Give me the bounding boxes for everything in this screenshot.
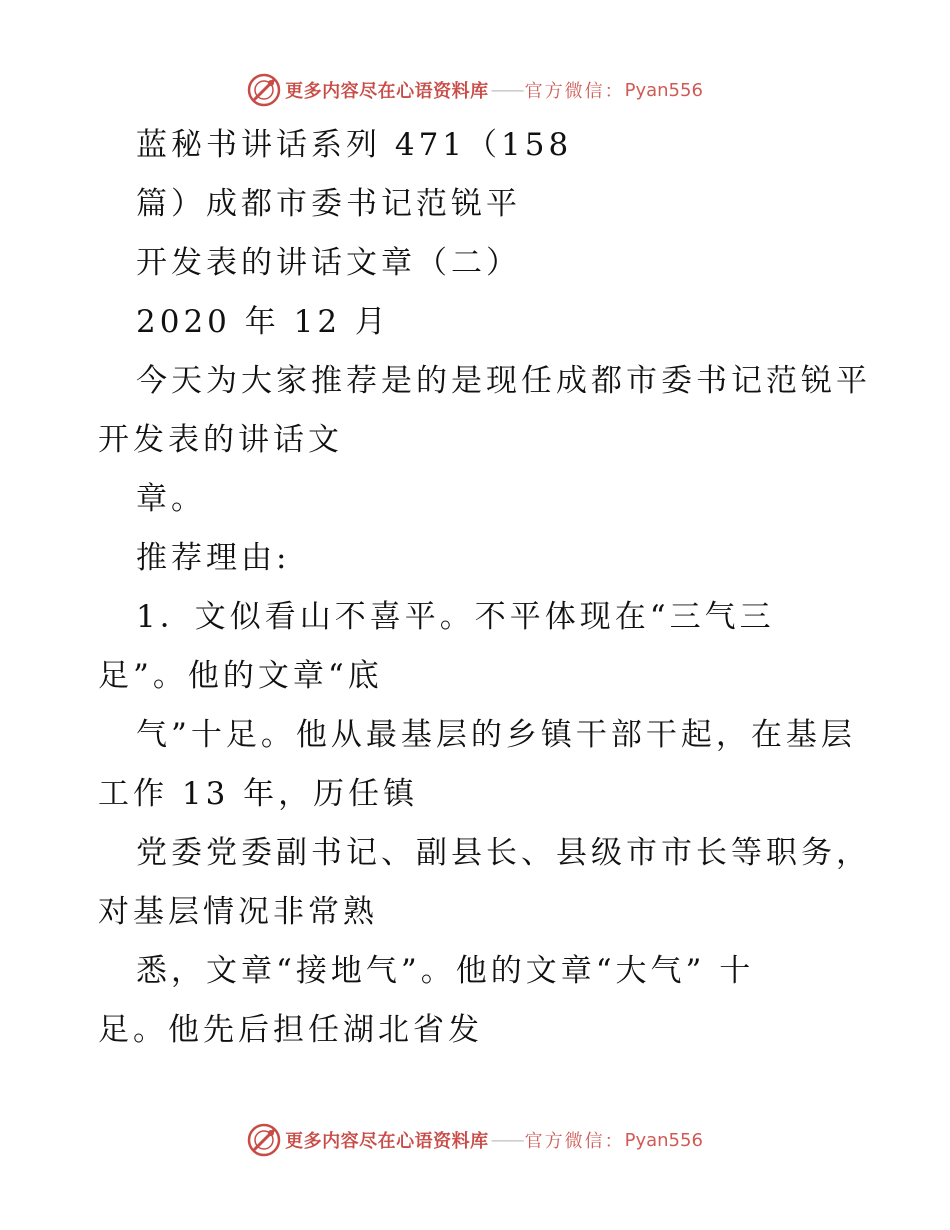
document-body xyxy=(98,116,871,1060)
watermark-wechat-id: Pyan556 xyxy=(624,79,703,101)
watermark-wechat-label: 官方微信： xyxy=(524,81,625,102)
watermark-wechat-id: Pyan556 xyxy=(624,1129,703,1151)
text-line: 气”十足。他从最基层的乡镇干部干起，在基层 xyxy=(136,717,856,753)
text-line: 悉，文章“接地气”。他的文章“大气” 十 xyxy=(136,953,755,989)
watermark-dash: —— xyxy=(490,1129,523,1151)
text-line: 工作 13 年，历任镇 xyxy=(98,776,419,812)
text-line: 足。他先后担任湖北省发 xyxy=(98,1012,483,1048)
text-line: 推荐理由: xyxy=(136,540,291,576)
text-line: 章。 xyxy=(136,481,206,517)
text-line: 对基层情况非常熟 xyxy=(98,894,378,930)
text-line: 开发表的讲话文 xyxy=(98,422,343,458)
watermark-site-text: 更多内容尽在心语资料库 xyxy=(285,81,489,102)
watermark-dash: —— xyxy=(490,79,523,101)
text-line: 1．文似看山不喜平。不平体现在“三气三 xyxy=(136,599,775,635)
footer-watermark xyxy=(0,1120,950,1160)
text-line: 党委党委副书记、副县长、县级市市长等职务， xyxy=(136,835,871,871)
header-watermark xyxy=(0,70,950,110)
logo-icon xyxy=(247,73,281,107)
text-line: 蓝秘书讲话系列 471（158 xyxy=(136,127,573,163)
logo-icon xyxy=(247,1123,281,1157)
text-line: 开发表的讲话文章（二） xyxy=(136,245,521,281)
text-line: 足”。他的文章“底 xyxy=(98,658,383,694)
text-line: 篇）成都市委书记范锐平 xyxy=(136,186,521,222)
text-line: 今天为大家推荐是的是现任成都市委书记范锐平 xyxy=(136,363,871,399)
watermark-site-text: 更多内容尽在心语资料库 xyxy=(285,1131,489,1152)
watermark-wechat-label: 官方微信： xyxy=(524,1131,625,1152)
text-line: 2020 年 12 月 xyxy=(136,304,390,340)
